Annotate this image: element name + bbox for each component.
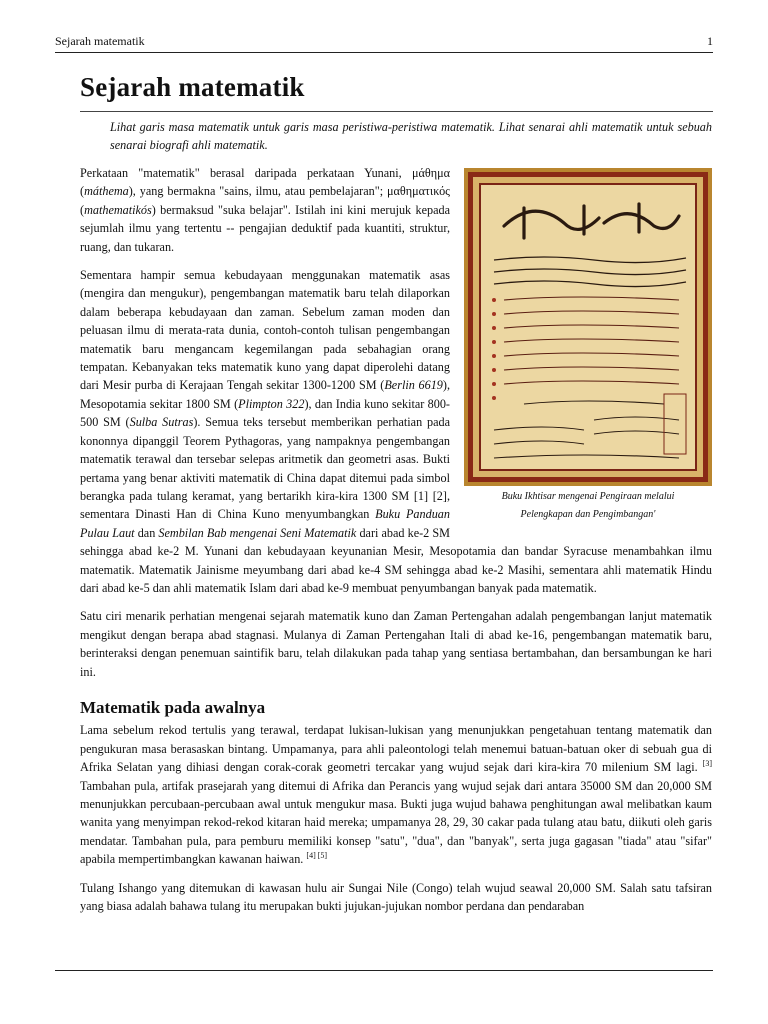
paragraph-medieval: Satu ciri menarik perhatian mengenai sejarah matematik kuno dan Zaman Pertengahan adalah pengembangan lanjut matematik mengikut dengan berapa abad stagnasi. Mulanya di Zaman Pertengahan Itali di abad ke-16, pengembangan matematik baru, berinteraksi dengan penemuan saintifik baru, telah dilakukan pada tahap yang sentiasa bertambahan, dan bersambungan ke hari ini. [80, 609, 712, 679]
paragraph-early-math: Lama sebelum rekod tertulis yang terawal, terdapat lukisan-lukisan yang menunjukkan pengetahuan tentang matematik dan pengukuran masa berasaskan bintang. Umpamanya, para ahli paleontologi telah menemui batuan-batuan oker di sebuah gua di Afrika Selatan yang dihiasi dengan corak-corak geometri tercakar yang wujud sejak dari kira-kira 70 milenium SM lagi. [3] Tambahan pula, artifak prasejarah yang ditemui di Afrika dan Perancis yang wujud sejak dari antara 35000 SM dan 20,000 SM menunjukkan percubaan-percubaan awal untuk mengukur masa. Bukti juga wujud bahawa penghitungan awal melibatkan kaum wanita yang menyimpan rekod-rekod kitaran haid mereka; umpamanya 28, 29, 30 cakar pada tulang atau batu, diikuti oleh garis mendatar. Tambahan pula, para pemburu memiliki konsep "satu", "dua", dan "banyak", serta juga gagasan "tiada" atau "sifar" apabila mempertimbangkan kawanan haiwan. [4] [5] [80, 723, 712, 867]
caption-line-1: Buku Ikhtisar mengenai Pengiraan melalui [501, 491, 675, 502]
footer-rule [55, 970, 713, 971]
paragraph-etymology: Perkataan "matematik" berasal daripada perkataan Yunani, μάθημα (máthema), yang bermakna "sains, ilmu, atau pembelajaran"; μαθηματικός (mathematikós) bermaksud "suka belajar". Istilah ini kini merujuk kepada sejumlah ilmu yang tertentu -- pengajian deduktif pada kuantiti, struktur, ruang, dan tukaran. [80, 166, 450, 254]
manuscript-figure [464, 168, 712, 524]
section-heading-early: Matematik pada awalnya [80, 697, 266, 717]
figure-caption [464, 488, 712, 524]
citation-3[interactable]: [3] [702, 759, 712, 769]
article-body [80, 119, 712, 925]
page-number: 1 [707, 34, 713, 48]
header-rule [55, 52, 713, 53]
paragraph-ishango: Tulang Ishango yang ditemukan di kawasan hulu air Sungai Nile (Congo) telah wujud seawal 20,000 SM. Salah satu tafsiran yang biasa adalah bahawa tulang itu merupakan bukti jujukan-jujukan nombor perdana dan pendaraban [80, 880, 712, 914]
paragraph-overview: Sementara hampir semua kebudayaan menggunakan matematik asas (mengira dan mengukur), pengembangan matematik baru telah dilaporkan dalam beberapa kebudayaan dan zaman. Sebelum zaman moden dan peluasan ilmu di merata-rata dunia, contoh-contoh tulisan pengembangan matematik baru mengancam kegemilangan pada sebahagian orang tempatan. Kebanyakan teks matematik kuno yang dapat diperolehi datang dari Mesir purba di Kerajaan Tengah sekitar 1300-1200 SM (Berlin 6619), Mesopotamia sekitar 1800 SM (Plimpton 322), dan India kuno sekitar 800-500 SM (Sulba Sutras). Semua teks tersebut memberikan perhatian pada kononnya dipanggil Teorem Pythagoras, yang nampaknya pengembangan matematik terawal dan tersebar selepas aritmetik dan geometri asas. Bukti pertama yang benar aktiviti matematik di China dapat ditemui pada simbol berangka pada tulang keramat, yang bertarikh kira-kira 1300 SM [1] [2], sementara Dinasti Han di China Kuno menyumbangkan Buku Panduan Pulau Laut dan Sembilan Bab mengenai Seni Matematik dari abad ke-2 SM sehingga abad ke-2 M. Yunani dan kebudayaan keyunanian Mesir, Mesopotamia dan bandar Syracuse menambahkan ilmu matematik. Matematik Jainisme meyumbang dari abad ke-4 SM sehingga abad ke-2 Masihi, sementara ahli matematik Hindu dari abad ke-5 dan ahli matematik Islam dari abad ke-9 membuat penyumbangan banyak pada matematik. [80, 268, 712, 595]
page-title: Sejarah matematik [80, 72, 305, 102]
manuscript-image [464, 168, 712, 486]
citation-4-5[interactable]: [4] [5] [306, 851, 328, 861]
running-title: Sejarah matematik [55, 34, 145, 48]
title-rule [80, 111, 713, 112]
caption-line-2: Pelengkapan dan Pengimbangan' [520, 509, 656, 520]
running-header [55, 34, 713, 49]
hatnote: Lihat garis masa matematik untuk garis masa peristiwa-peristiwa matematik. Lihat senarai ahli matematik untuk sebuah senarai biografi ahli matematik. [110, 120, 712, 152]
